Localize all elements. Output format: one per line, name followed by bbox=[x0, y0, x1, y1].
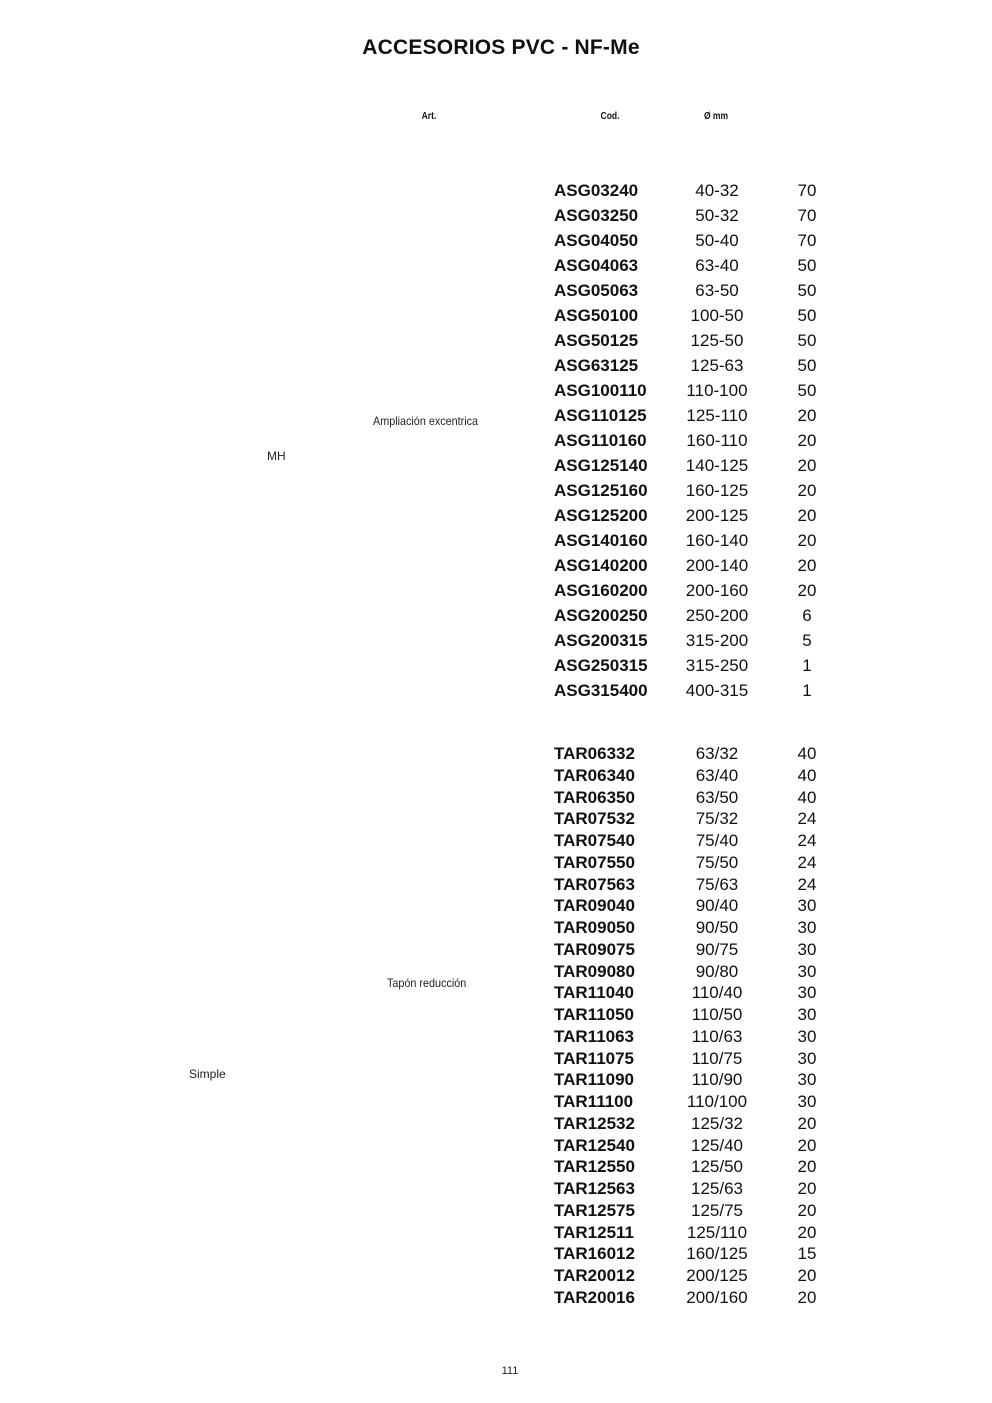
diameter-value: 75/32 bbox=[695, 809, 739, 829]
product-code: ASG110160 bbox=[554, 431, 647, 450]
table-row bbox=[0, 205, 992, 230]
quantity-value: 30 bbox=[797, 1048, 817, 1068]
product-code: TAR09075 bbox=[554, 939, 635, 959]
quantity-value: 50 bbox=[797, 281, 817, 300]
quantity-value: 24 bbox=[797, 852, 817, 872]
table-row bbox=[0, 1135, 992, 1157]
diameter-value: 125/110 bbox=[686, 1222, 748, 1242]
diameter-value: 110/63 bbox=[691, 1026, 743, 1046]
quantity-value: 20 bbox=[797, 1179, 817, 1198]
product-code: TAR09040 bbox=[554, 896, 635, 916]
diameter-value: 250-200 bbox=[685, 606, 749, 625]
diameter-value: 125/50 bbox=[691, 1157, 743, 1177]
quantity-value: 20 bbox=[797, 1113, 817, 1133]
product-code: TAR11050 bbox=[554, 1005, 635, 1024]
table-row bbox=[0, 680, 992, 705]
group-type-label-mh: MH bbox=[267, 449, 286, 463]
diameter-value: 110/75 bbox=[691, 1048, 743, 1068]
diameter-value: 315-250 bbox=[685, 656, 749, 675]
product-code: ASG05063 bbox=[554, 281, 639, 300]
table-row bbox=[0, 580, 992, 605]
table-row bbox=[0, 917, 992, 939]
product-code: ASG03240 bbox=[554, 181, 639, 200]
table-row bbox=[0, 530, 992, 555]
quantity-value: 24 bbox=[797, 831, 817, 850]
quantity-value: 5 bbox=[802, 631, 812, 650]
quantity-value: 20 bbox=[797, 456, 817, 475]
diameter-value: 200/125 bbox=[686, 1266, 748, 1285]
table-row bbox=[0, 1222, 992, 1244]
table-row bbox=[0, 1004, 992, 1026]
quantity-value: 70 bbox=[797, 231, 817, 250]
diameter-value: 50-32 bbox=[695, 206, 739, 225]
table-row bbox=[0, 1243, 992, 1265]
quantity-value: 30 bbox=[797, 983, 817, 1003]
product-table-ampliacion bbox=[0, 180, 992, 705]
column-header-cod: Cod. bbox=[600, 111, 620, 122]
product-code: ASG04063 bbox=[554, 256, 639, 275]
table-row bbox=[0, 280, 992, 305]
quantity-value: 20 bbox=[797, 1157, 817, 1177]
table-row bbox=[0, 852, 992, 874]
quantity-value: 40 bbox=[797, 787, 817, 807]
table-row bbox=[0, 1265, 992, 1287]
table-row bbox=[0, 1200, 992, 1222]
diameter-value: 75/63 bbox=[695, 874, 739, 894]
product-code: TAR12575 bbox=[554, 1200, 635, 1220]
product-code: TAR07532 bbox=[554, 809, 635, 829]
diameter-value: 110/40 bbox=[691, 983, 743, 1003]
product-code: ASG50100 bbox=[554, 306, 639, 325]
quantity-value: 20 bbox=[797, 406, 817, 425]
quantity-value: 30 bbox=[797, 961, 817, 981]
product-code: ASG160200 bbox=[554, 581, 648, 600]
product-code: TAR20016 bbox=[554, 1287, 635, 1307]
product-code: ASG200315 bbox=[554, 631, 648, 650]
table-row bbox=[0, 787, 992, 809]
table-row bbox=[0, 455, 992, 480]
diameter-value: 63/40 bbox=[695, 765, 739, 785]
diameter-value: 110/90 bbox=[691, 1070, 743, 1090]
product-code: ASG110125 bbox=[554, 406, 647, 425]
diameter-value: 315-200 bbox=[685, 631, 749, 650]
diameter-value: 200-140 bbox=[685, 556, 749, 575]
quantity-value: 20 bbox=[797, 1135, 817, 1155]
diameter-value: 63-40 bbox=[695, 256, 739, 275]
product-code: ASG63125 bbox=[554, 356, 639, 375]
diameter-value: 63-50 bbox=[695, 281, 739, 300]
quantity-value: 20 bbox=[797, 431, 817, 450]
quantity-value: 50 bbox=[797, 356, 817, 375]
diameter-value: 200-160 bbox=[685, 581, 749, 600]
table-row bbox=[0, 1069, 992, 1091]
table-row bbox=[0, 180, 992, 205]
product-code: TAR11063 bbox=[554, 1026, 635, 1046]
table-row bbox=[0, 1048, 992, 1070]
diameter-value: 160-110 bbox=[686, 431, 748, 450]
product-code: TAR20012 bbox=[554, 1266, 635, 1285]
quantity-value: 20 bbox=[797, 1266, 817, 1285]
product-code: TAR12540 bbox=[554, 1135, 635, 1155]
quantity-value: 70 bbox=[797, 206, 817, 225]
quantity-value: 50 bbox=[797, 256, 817, 275]
table-row bbox=[0, 505, 992, 530]
quantity-value: 30 bbox=[797, 1092, 817, 1111]
page-title: ACCESORIOS PVC - NF-Me bbox=[362, 36, 640, 59]
diameter-value: 63/50 bbox=[695, 787, 739, 807]
table-row bbox=[0, 808, 992, 830]
product-code: TAR11090 bbox=[554, 1070, 635, 1090]
quantity-value: 30 bbox=[797, 1005, 817, 1024]
table-row bbox=[0, 480, 992, 505]
table-row bbox=[0, 380, 992, 405]
quantity-value: 70 bbox=[797, 181, 817, 200]
product-code: TAR09080 bbox=[554, 961, 635, 981]
article-label-ampliacion: Ampliación excentrica bbox=[373, 414, 479, 428]
table-row bbox=[0, 895, 992, 917]
diameter-value: 90/40 bbox=[695, 896, 739, 916]
product-code: TAR11100 bbox=[554, 1092, 634, 1111]
product-code: ASG140160 bbox=[554, 531, 648, 550]
product-code: TAR06350 bbox=[554, 787, 635, 807]
quantity-value: 20 bbox=[797, 481, 817, 500]
article-label-tapon: Tapón reducción bbox=[387, 976, 467, 990]
table-row bbox=[0, 961, 992, 983]
table-row bbox=[0, 939, 992, 961]
quantity-value: 20 bbox=[797, 1287, 817, 1307]
product-code: ASG50125 bbox=[554, 331, 639, 350]
table-row bbox=[0, 430, 992, 455]
diameter-value: 110-100 bbox=[686, 381, 748, 400]
diameter-value: 125/32 bbox=[691, 1113, 743, 1133]
product-code: TAR16012 bbox=[554, 1244, 635, 1264]
quantity-value: 50 bbox=[797, 306, 817, 325]
product-table-tapon bbox=[0, 743, 992, 1309]
product-code: ASG250315 bbox=[554, 656, 648, 675]
diameter-value: 63/32 bbox=[695, 744, 739, 763]
product-code: ASG200250 bbox=[554, 606, 648, 625]
diameter-value: 160-140 bbox=[685, 531, 749, 550]
diameter-value: 125-50 bbox=[690, 331, 744, 350]
diameter-value: 125-110 bbox=[686, 406, 748, 425]
diameter-value: 90/75 bbox=[695, 939, 739, 959]
product-code: TAR07563 bbox=[554, 874, 635, 894]
table-row bbox=[0, 555, 992, 580]
product-code: TAR12532 bbox=[554, 1113, 635, 1133]
product-code: ASG03250 bbox=[554, 206, 639, 225]
table-row bbox=[0, 655, 992, 680]
product-code: TAR09050 bbox=[554, 918, 635, 937]
diameter-value: 160-125 bbox=[685, 481, 749, 500]
quantity-value: 30 bbox=[797, 896, 817, 916]
product-code: TAR06340 bbox=[554, 765, 635, 785]
diameter-value: 110/50 bbox=[691, 1005, 743, 1024]
table-row bbox=[0, 605, 992, 630]
quantity-value: 24 bbox=[797, 809, 817, 829]
quantity-value: 30 bbox=[797, 918, 817, 937]
quantity-value: 20 bbox=[797, 531, 817, 550]
table-row bbox=[0, 1091, 992, 1113]
product-code: ASG125140 bbox=[554, 456, 648, 475]
product-code: ASG125200 bbox=[554, 506, 648, 525]
table-row bbox=[0, 874, 992, 896]
quantity-value: 20 bbox=[797, 556, 817, 575]
diameter-value: 200-125 bbox=[685, 506, 749, 525]
product-code: TAR12563 bbox=[554, 1179, 635, 1198]
quantity-value: 20 bbox=[797, 581, 817, 600]
diameter-value: 40-32 bbox=[695, 181, 739, 200]
diameter-value: 200/160 bbox=[686, 1287, 748, 1307]
table-row bbox=[0, 305, 992, 330]
product-code: ASG100110 bbox=[554, 381, 647, 400]
product-code: ASG315400 bbox=[554, 681, 648, 700]
table-row bbox=[0, 1287, 992, 1309]
table-row bbox=[0, 355, 992, 380]
quantity-value: 15 bbox=[797, 1244, 817, 1264]
diameter-value: 50-40 bbox=[695, 231, 739, 250]
table-row bbox=[0, 982, 992, 1004]
group-type-label-simple: Simple bbox=[189, 1067, 226, 1081]
diameter-value: 140-125 bbox=[685, 456, 749, 475]
column-header-art: Art. bbox=[421, 111, 437, 122]
diameter-value: 110/100 bbox=[686, 1092, 748, 1111]
quantity-value: 40 bbox=[797, 744, 817, 763]
quantity-value: 20 bbox=[797, 1222, 817, 1242]
product-code: TAR07550 bbox=[554, 852, 635, 872]
quantity-value: 40 bbox=[797, 765, 817, 785]
quantity-value: 50 bbox=[797, 331, 817, 350]
product-code: TAR12511 bbox=[554, 1222, 635, 1242]
quantity-value: 30 bbox=[797, 1070, 817, 1090]
quantity-value: 6 bbox=[802, 606, 812, 625]
quantity-value: 1 bbox=[802, 681, 812, 700]
diameter-value: 400-315 bbox=[685, 681, 749, 700]
product-code: TAR12550 bbox=[554, 1157, 635, 1177]
table-row bbox=[0, 255, 992, 280]
product-code: TAR07540 bbox=[554, 831, 635, 850]
product-code: TAR11040 bbox=[554, 983, 635, 1003]
diameter-value: 125/75 bbox=[691, 1200, 743, 1220]
quantity-value: 30 bbox=[797, 1026, 817, 1046]
diameter-value: 100-50 bbox=[690, 306, 744, 325]
product-code: TAR11075 bbox=[554, 1048, 635, 1068]
table-row bbox=[0, 743, 992, 765]
table-row bbox=[0, 1113, 992, 1135]
quantity-value: 20 bbox=[797, 1200, 817, 1220]
product-code: ASG125160 bbox=[554, 481, 648, 500]
table-row bbox=[0, 830, 992, 852]
quantity-value: 24 bbox=[797, 874, 817, 894]
diameter-value: 75/40 bbox=[695, 831, 739, 850]
table-row bbox=[0, 1156, 992, 1178]
diameter-value: 90/80 bbox=[695, 961, 739, 981]
diameter-value: 125/63 bbox=[691, 1179, 743, 1198]
table-row bbox=[0, 1178, 992, 1200]
table-row bbox=[0, 630, 992, 655]
diameter-value: 125/40 bbox=[691, 1135, 743, 1155]
table-row bbox=[0, 330, 992, 355]
page-number: 111 bbox=[501, 1365, 519, 1377]
product-code: ASG04050 bbox=[554, 231, 639, 250]
table-row bbox=[0, 405, 992, 430]
quantity-value: 30 bbox=[797, 939, 817, 959]
product-code: ASG140200 bbox=[554, 556, 648, 575]
table-row bbox=[0, 1026, 992, 1048]
table-row bbox=[0, 230, 992, 255]
diameter-value: 75/50 bbox=[695, 852, 739, 872]
quantity-value: 50 bbox=[797, 381, 817, 400]
quantity-value: 1 bbox=[802, 656, 812, 675]
column-header-diameter: Ø mm bbox=[703, 111, 729, 122]
diameter-value: 90/50 bbox=[695, 918, 739, 937]
diameter-value: 125-63 bbox=[690, 356, 744, 375]
product-code: TAR06332 bbox=[554, 744, 635, 763]
diameter-value: 160/125 bbox=[686, 1244, 748, 1264]
table-row bbox=[0, 765, 992, 787]
quantity-value: 20 bbox=[797, 506, 817, 525]
